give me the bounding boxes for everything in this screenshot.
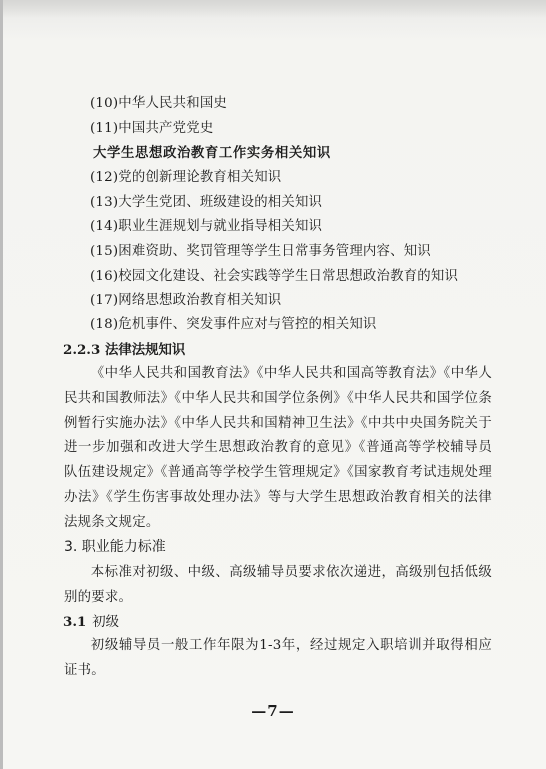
laws-paragraph: 《中华人民共和国教育法》《中华人民共和国高等教育法》《中华人民共和国教师法》《中华人民共和国学位条例》《中华人民共和国学位条例暂行实施办法》《中华人民共和国精神卫生法》《中共中央国务院关于进一步加强和改进大学生思想政治教育的意见》《普通高等学校辅导员队伍建设规定》《普通高等学校学生管理规定》《国家教育考试违规处理办法》《学生伤害事故处理办法》等与大学生思想政治教育相关的法律法规条文规定。 [64, 366, 492, 530]
list-item: (14)职业生涯规划与就业指导相关知识 [90, 219, 323, 234]
list-item: (12)党的创新理论教育相关知识 [90, 170, 282, 185]
section-title: 初级 [92, 615, 120, 630]
standard-paragraph: 本标准对初级、中级、高级辅导员要求依次递进，高级别包括低级别的要求。 [64, 565, 492, 605]
subheading: 大学生思想政治教育工作实务相关知识 [93, 145, 331, 161]
section-number: 3.1 [63, 614, 87, 630]
list-item: (17)网络思想政治教育相关知识 [90, 293, 282, 308]
section-number: 2.2.3 [63, 342, 101, 358]
page-number: —7— [251, 702, 295, 720]
list-item: (10)中华人民共和国史 [90, 96, 228, 111]
section-heading-3: 3. 职业能力标准 [64, 539, 166, 555]
junior-paragraph: 初级辅导员一般工作年限为1-3年，经过规定入职培训并取得相应证书。 [64, 638, 492, 678]
list-item: (16)校园文化建设、社会实践等学生日常思想政治教育的知识 [90, 269, 459, 284]
section-heading-3-1 [63, 613, 119, 632]
list-item: (15)困难资助、奖罚管理等学生日常事务管理内容、知识 [90, 244, 431, 259]
scan-shadow-top [0, 0, 546, 18]
list-item: (18)危机事件、突发事件应对与管控的相关知识 [90, 317, 377, 332]
scan-edge-left [0, 0, 3, 769]
section-title: 法律法规知识 [104, 342, 186, 358]
list-item: (13)大学生党团、班级建设的相关知识 [90, 195, 323, 210]
list-item: (11)中国共产党党史 [90, 121, 214, 136]
section-heading-2-2-3 [63, 341, 185, 359]
